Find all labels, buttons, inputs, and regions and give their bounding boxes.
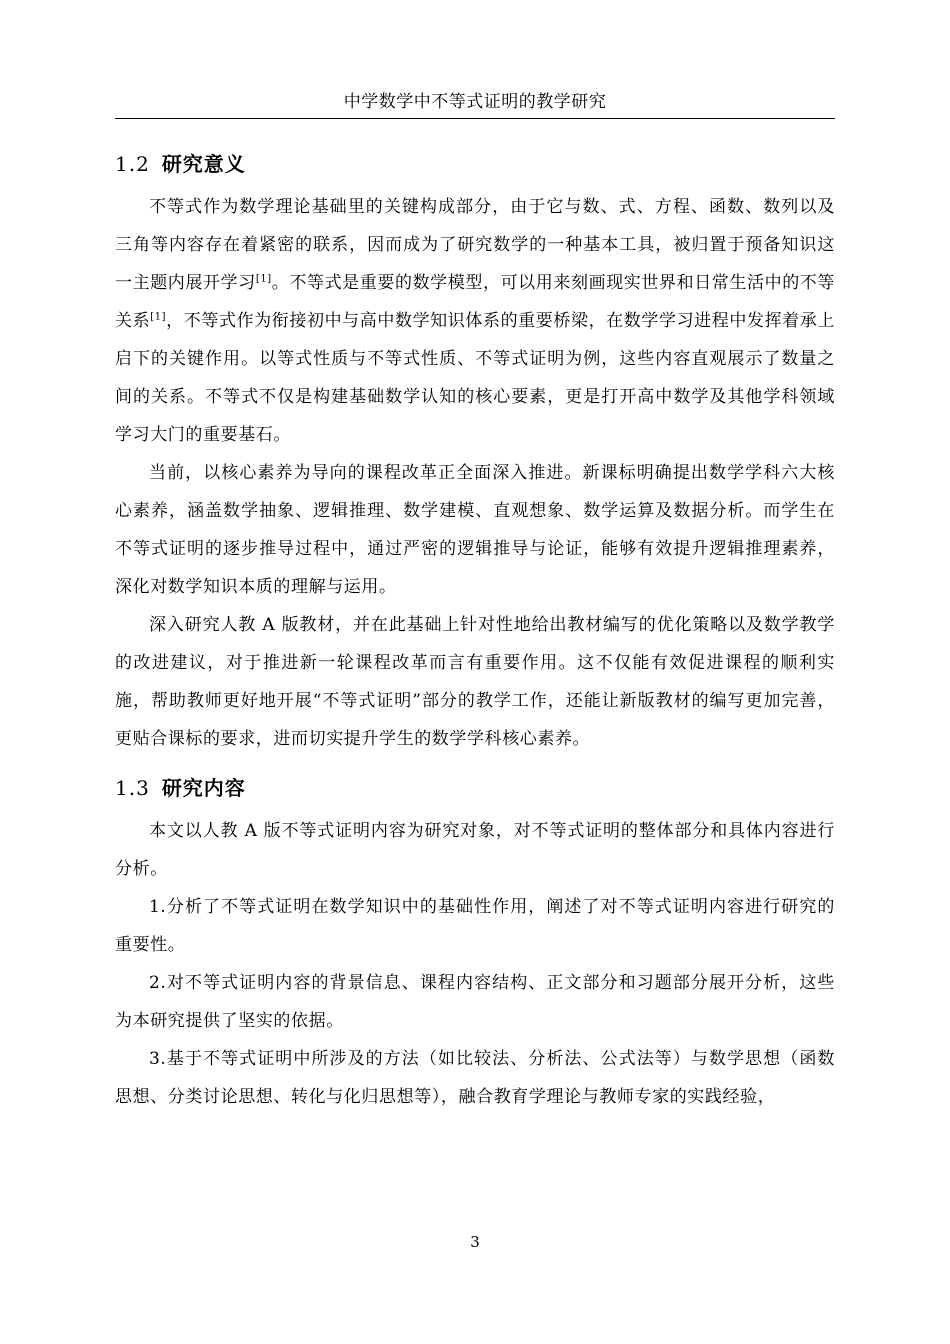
section-number: 1.3: [115, 776, 150, 800]
header-rule: [115, 118, 835, 119]
section-heading-1-3: [115, 764, 835, 812]
paragraph-content-item-3: 3.基于不等式证明中所涉及的方法（如比较法、分析法、公式法等）与数学思想（函数思想、分类讨论思想、转化与化归思想等），融合教育学理论与教师专家的实践经验，: [115, 1049, 835, 1107]
body-content: [115, 140, 835, 1116]
paragraph-text: 。不等式是重要的数学模型，可以用来刻画现实世界和日常生活中的不等关系: [115, 273, 835, 331]
citation: [1]: [150, 311, 167, 323]
section-heading-1-2: [115, 140, 835, 188]
running-head: 中学数学中不等式证明的教学研究: [343, 92, 607, 112]
paragraph-significance-1: [115, 188, 835, 454]
page-number: 3: [470, 1233, 480, 1251]
paragraph-content-item-2: 2.对不等式证明内容的背景信息、课程内容结构、正文部分和习题部分展开分析，这些为本研究提供了坚实的依据。: [115, 973, 835, 1031]
paragraph-content-item-1: 1.分析了不等式证明在数学知识中的基础性作用，阐述了对不等式证明内容进行研究的重要性。: [115, 897, 835, 955]
paragraph-significance-2: 当前，以核心素养为导向的课程改革正全面深入推进。新课标明确提出数学学科六大核心素养，涵盖数学抽象、逻辑推理、数学建模、直观想象、数学运算及数据分析。而学生在不等式证明的逐步推导过程中，通过严密的逻辑推导与论证，能够有效提升逻辑推理素养，深化对数学知识本质的理解与运用。: [115, 463, 835, 597]
paragraph-text: ，不等式作为衔接初中与高中数学知识体系的重要桥梁，在数学学习进程中发挥着承上启下的关键作用。以等式性质与不等式性质、不等式证明为例，这些内容直观展示了数量之间的关系。不等式不仅是构建基础数学认知的核心要素，更是打开高中数学及其他学科领域学习大门的重要基石。: [115, 311, 835, 445]
paragraph-content-intro: 本文以人教 A 版不等式证明内容为研究对象，对不等式证明的整体部分和具体内容进行分析。: [115, 821, 835, 879]
citation: [1]: [255, 273, 272, 285]
section-number: 1.2: [115, 152, 150, 176]
paragraph-text: 不等式作为数学理论基础里的关键构成部分，由于它与数、式、方程、函数、数列以及三角等内容存在着紧密的联系，因而成为了研究数学的一种基本工具，被归置于预备知识这一主题内展开学习: [115, 197, 835, 293]
section-title: 研究意义: [161, 152, 246, 176]
section-title: 研究内容: [161, 776, 246, 800]
paragraph-significance-3: 深入研究人教 A 版教材，并在此基础上针对性地给出教材编写的优化策略以及数学教学的改进建议，对于推进新一轮课程改革而言有重要作用。这不仅能有效促进课程的顺利实施，帮助教师更好地开展“不等式证明”部分的教学工作，还能让新版教材的编写更加完善，更贴合课标的要求，进而切实提升学生的数学学科核心素养。: [115, 615, 835, 749]
